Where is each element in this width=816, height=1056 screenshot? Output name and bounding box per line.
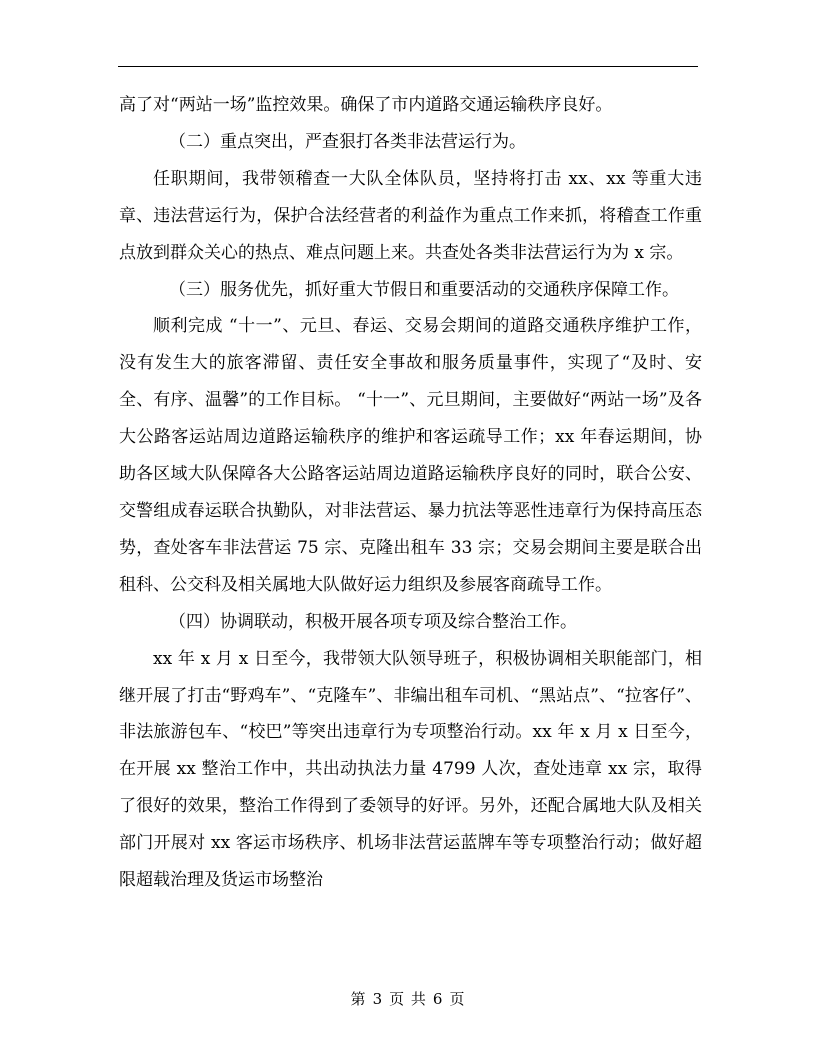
paragraph-3: 顺利完成 “十一”、元旦、春运、交易会期间的道路交通秩序维护工作，没有发生大的旅客滞留、责任安全事故和服务质量事件，实现了“及时、安全、有序、温馨”的工作目标。 “十一”、元旦期间，主要做好“两站一场”及各大公路客运站周边道路运输秩序的维护和客运疏导工作；xx 年春运期间，协助各区域大队保障各大公路客运站周边道路运输秩序良好的同时，联合公安、交警组成春运联合执勤队，对非法营运、暴力抗法等恶性违章行为保持高压态势，查处客车非法营运 75 宗、克隆出租车 33 宗；交易会期间主要是联合出租科、公交科及相关属地大队做好运力组织及参展客商疏导工作。	[119, 316, 702, 595]
section-heading-4: （四）协调联动，积极开展各项专项及综合整治工作。	[169, 611, 577, 632]
document-body	[119, 87, 702, 899]
page-total: 6	[432, 990, 444, 1008]
paragraph-2: 任职期间，我带领稽查一大队全体队员，坚持将打击 xx、xx 等重大违章、违法营运行为，保护合法经营者的利益作为重点工作来抓，将稽查工作重点放到群众关心的热点、难点问题上来。共查处各类非法营运行为为 x 宗。	[119, 168, 702, 263]
page-number: 3	[372, 990, 384, 1008]
footer-suffix: 页	[449, 990, 466, 1008]
paragraph-4: xx 年 x 月 x 日至今，我带领大队领导班子，积极协调相关职能部门，相继开展了打击“野鸡车”、“克隆车”、非编出租车司机、“黑站点”、“拉客仔”、非法旅游包车、“校巴”等突出违章行为专项整治行动。xx 年 x 月 x 日至今，在开展 xx 整治工作中，共出动执法力量 4799 人次，查处违章 xx 宗，取得了很好的效果，整治工作得到了委领导的好评。另外，还配合属地大队及相关部门开展对 xx 客运市场秩序、机场非法营运蓝牌车等专项整治行动；做好超限超载治理及货运市场整治	[119, 648, 702, 891]
page-footer	[0, 988, 816, 1009]
paragraph-1: 高了对“两站一场”监控效果。确保了市内道路交通运输秩序良好。	[119, 95, 613, 115]
section-heading-3: （三）服务优先，抓好重大节假日和重要活动的交通秩序保障工作。	[169, 279, 679, 300]
footer-prefix: 第	[350, 990, 367, 1008]
footer-middle: 页 共	[389, 990, 427, 1008]
section-heading-2: （二）重点突出，严查狠打各类非法营运行为。	[169, 131, 526, 152]
header-rule	[118, 66, 698, 67]
